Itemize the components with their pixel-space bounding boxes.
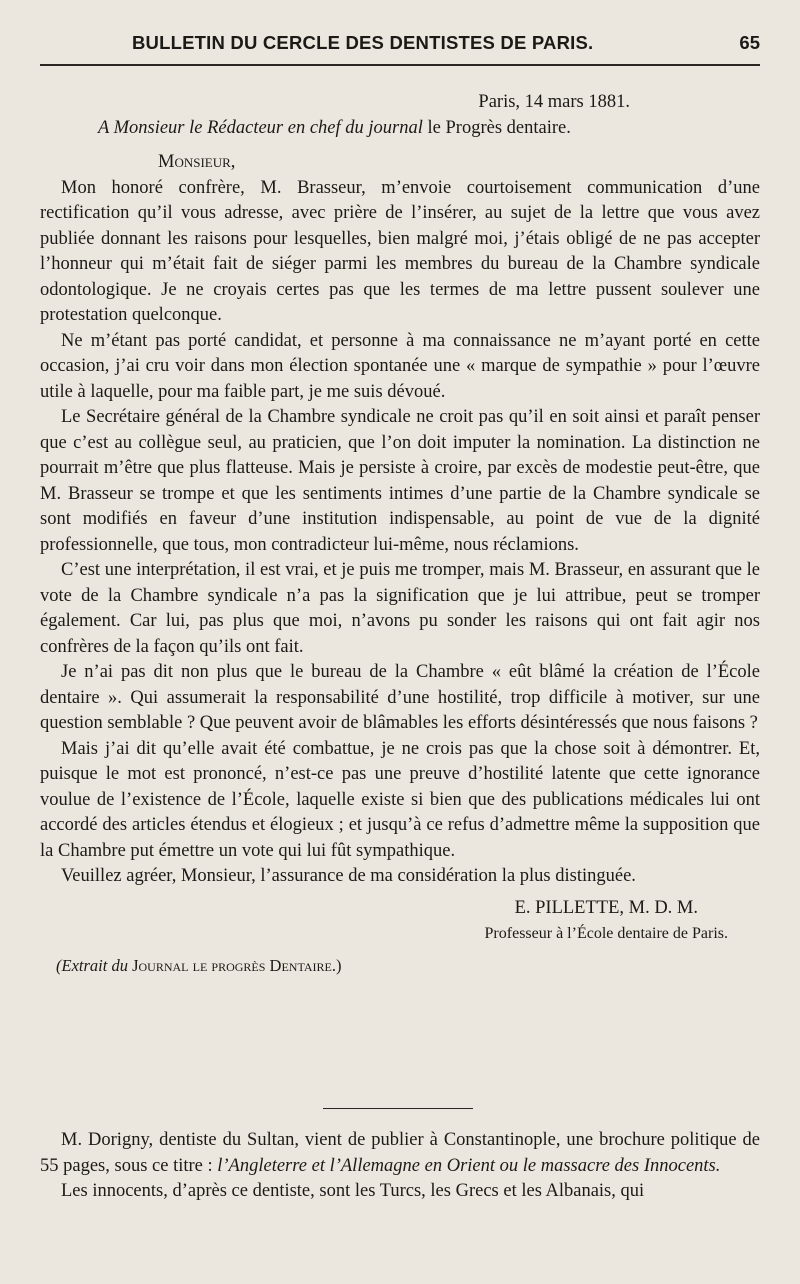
section-divider [323,1108,473,1109]
letter [40,90,760,978]
news-paragraph: Les innocents, d’après ce dentiste, sont les Turcs, les Grecs et les Albanais, qui [61,1181,645,1201]
running-title: BULLETIN DU CERCLE DES DENTISTES DE PARIS. [132,32,594,53]
page-header [40,30,760,66]
letter-paragraph: Veuillez agréer, Monsieur, l’assurance de ma considération la plus distinguée. [61,866,636,886]
addressee-journal: le Progrès dentaire. [427,117,571,138]
letter-addressee [40,116,760,142]
brochure-title: l’Angleterre et l’Allemagne en Orient ou le massacre des Innocents. [217,1155,721,1176]
source-journal: Journal le progrès Dentaire.) [132,955,342,975]
letter-salutation: Monsieur, [158,152,236,172]
news-item [40,1128,760,1205]
page-number: 65 [739,32,760,53]
news-text: M. Dorigny, dentiste du Sultan, vient de publier à Constantinople, une brochure politique de 55 pages, sous ce titre : [40,1130,760,1176]
letter-paragraph: Le Secrétaire général de la Chambre syndicale ne croit pas qu’il en soit ainsi et paraît penser que c’est au collègue seul, au praticien, que l’on doit imputer la nomination. La distinction ne pourrait m’être que plus flatteuse. Mais je persiste à croire, par excès de modestie peut-être, que M. Brasseur se trompe et que les sentiments intimes d’une partie de la Chambre syndicale se sont modifiés en faveur d’une institution indispensable, au point de vue de la dignité professionnelle, que tous, mon contradicteur lui-même, nous réclamions. [40,407,760,555]
letter-paragraph: Mon honoré confrère, M. Brasseur, m’envoie courtoisement communication d’une rectification qu’il vous adresse, avec prière de l’insérer, au sujet de la lettre que vous avez publiée donnant les raisons pour lesquelles, bien malgré moi, j’étais obligé de ne pas accepter l’honneur qui m’était fait de siéger parmi les membres du bureau de la Chambre syndicale odontologique. Je ne croyais certes pas que les termes de ma lettre pussent soulever une protestation quelconque. [40,177,760,325]
letter-dateline: Paris, 14 mars 1881. [478,92,630,112]
news-paragraph [40,1128,760,1179]
letter-paragraph: Je n’ai pas dit non plus que le bureau de la Chambre « eût blâmé la création de l’École dentaire ». Qui assumerait la responsabilité d’une hostilité, trop difficile à motiver, sur une question semblable ? Que peuvent avoir de blâmables les efforts désintéressés que nous faisons ? [40,662,760,733]
signature-title: Professeur à l’École dentaire de Paris. [484,925,728,942]
source-note [40,953,760,979]
letter-paragraph: Ne m’étant pas porté candidat, et personne à ma connaissance ne m’ayant porté en cette occasion, j’ai cru voir dans mon élection spontanée une « marque de sympathie » pour l’œuvre utile à laquelle, pour ma faible part, je me suis dévoué. [40,330,760,402]
letter-signature: E. PILLETTE, M. D. M. [514,897,698,918]
letter-paragraph: C’est une interprétation, il est vrai, et je puis me tromper, mais M. Brasseur, en assurant que le vote de la Chambre syndicale n’a pas la signification que je lui attribue, peut se tromper également. Car lui, pas plus que moi, n’avons pu sonder les raisons qui ont fait agir nos confrères de la façon qu’ils ont fait. [40,560,760,657]
letter-paragraph: Mais j’ai dit qu’elle avait été combattue, je ne crois pas que la chose soit à démontrer. Et, puisque le mot est prononcé, n’est-ce pas une preuve d’hostilité latente que cette ignorance voulue de l’existence de l’École, laquelle existe si bien que des publications médicales lui ont accordé des articles étendus et élogieux ; et jusqu’à ce refus d’admettre même la supposition que la Chambre put émettre un vote qui lui fût sympathique. [40,738,760,861]
addressee-italic: A Monsieur le Rédacteur en chef du journal [98,117,423,138]
source-prefix: (Extrait du [56,955,128,975]
